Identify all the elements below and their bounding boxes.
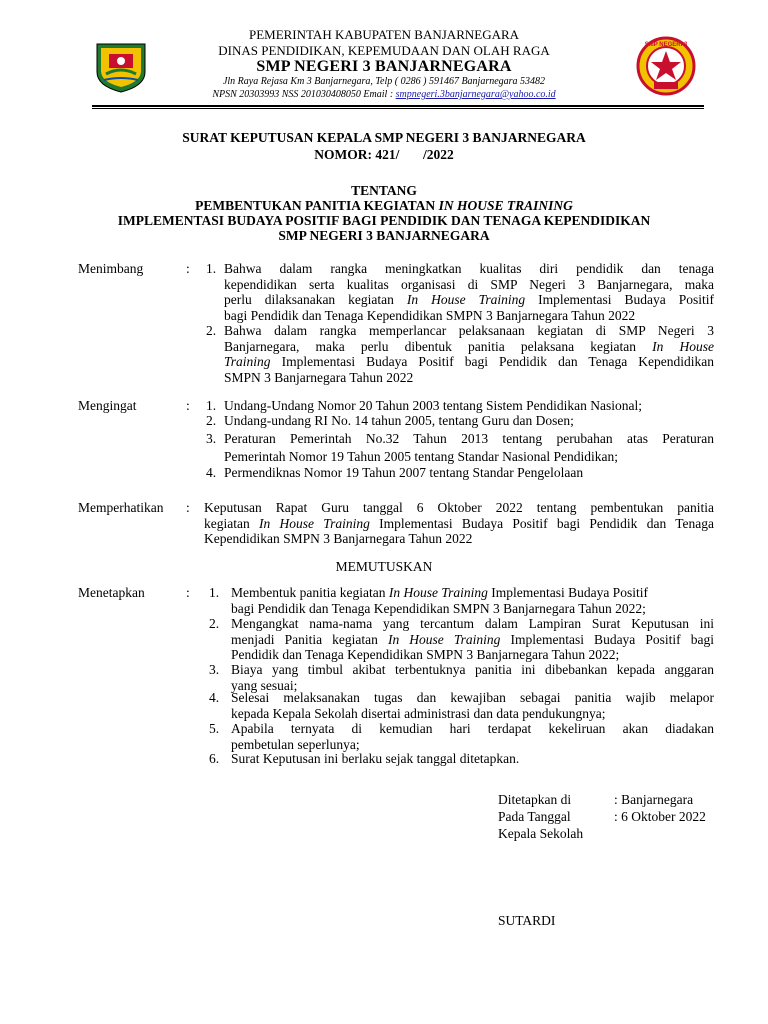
school-address: Jln Raya Rejasa Km 3 Banjarnegara, Telp ( 0286 ) 591467 Banjarnegara 53482	[222, 76, 546, 87]
menetapkan-item-1	[231, 585, 714, 616]
memperhatikan-label: Memperhatikan	[78, 500, 164, 515]
menimbang-2-line-1: Bahwa dalam rangka memperlancar pelaksanaan kegiatan di SMP Negeri 3	[224, 323, 714, 338]
menetapkan-item-4	[231, 690, 714, 721]
menimbang-2-line-4: SMPN 3 Banjarnegara Tahun 2022	[224, 369, 414, 385]
mengingat-num-2: 2.	[206, 413, 217, 428]
text: Implementasi Budaya Positif bagi	[500, 631, 714, 647]
mengingat-label: Mengingat	[78, 398, 137, 413]
text-italic: In House	[652, 338, 714, 354]
decree-number: NOMOR: 421/ /2022	[314, 147, 454, 162]
menetapkan-2-line-2	[231, 632, 714, 648]
memperhatikan-line-2	[204, 516, 714, 532]
signer-name: SUTARDI	[498, 913, 556, 928]
menimbang-label: Menimbang	[78, 261, 144, 276]
menimbang-1-line-1: Bahwa dalam rangka meningkatkan kualitas diri pendidik dan tenaga	[224, 261, 714, 276]
text: kegiatan	[204, 515, 260, 531]
memperhatikan-line-1: Keputusan Rapat Guru tanggal 6 Oktober 2022 tentang pembentukan panitia	[204, 500, 714, 515]
text-italic: In House Training	[259, 515, 370, 531]
menetapkan-colon: :	[186, 585, 190, 600]
agency-line-1: PEMERINTAH KABUPATEN BANJARNEGARA	[248, 27, 520, 42]
menetapkan-num-4: 4.	[209, 690, 220, 705]
tentang-heading: TENTANG	[351, 183, 417, 198]
mengingat-item-1: Undang-Undang Nomor 20 Tahun 2003 tentang Sistem Pendidikan Nasional;	[224, 398, 642, 413]
menetapkan-5-line-1: Apabila ternyata di kemudian hari terdapat kekeliruan akan diadakan	[231, 721, 714, 736]
email-link[interactable]: smpnegeri.3banjarnegara@yahoo.co.id	[395, 89, 556, 100]
text: Implementasi Budaya Positif bagi Pendidik dan Tenaga Kependidikan	[270, 354, 714, 369]
text: menjadi Panitia kegiatan	[231, 631, 388, 647]
menetapkan-3-line-1: Biaya yang timbul akibat terbentuknya panitia ini dibebankan kepada anggaran	[231, 662, 714, 677]
menetapkan-num-1: 1.	[209, 585, 220, 600]
school-contact	[0, 88, 768, 101]
menetapkan-item-6: Surat Keputusan ini berlaku sejak tanggal ditetapkan.	[231, 751, 520, 766]
text: Implementasi Budaya Positif	[487, 585, 648, 600]
menetapkan-2-line-3: Pendidik dan Tenaga Kependidikan SMPN 3 Banjarnegara Tahun 2022;	[231, 647, 620, 662]
menetapkan-4-line-1: Selesai melaksanakan tugas dan kewajiban sebagai panitia wajib melapor	[231, 690, 714, 705]
menetapkan-num-5: 5.	[209, 721, 220, 736]
text: Membentuk panitia kegiatan	[231, 585, 389, 600]
tanggal-value: : 6 Oktober 2022	[614, 809, 706, 824]
text: Implementasi Budaya Positif	[525, 292, 714, 307]
menetapkan-num-3: 3.	[209, 662, 220, 677]
subject-line-1	[0, 198, 768, 214]
decree-title: SURAT KEPUTUSAN KEPALA SMP NEGERI 3 BANJARNEGARA	[182, 130, 586, 145]
mengingat-item-4: Permendiknas Nomor 19 Tahun 2007 tentang Standar Pengelolaan	[224, 465, 584, 480]
menimbang-item-2	[224, 323, 714, 385]
agency-line-2: DINAS PENDIDIKAN, KEPEMUDAAN DAN OLAH RAGA	[218, 43, 550, 58]
menetapkan-item-2	[231, 616, 714, 663]
menimbang-2-line-3	[224, 354, 714, 370]
memperhatikan-colon: :	[186, 500, 190, 515]
header-divider	[92, 105, 704, 107]
mengingat-item-2: Undang-undang RI No. 14 tahun 2005, tentang Guru dan Dosen;	[224, 413, 574, 428]
memperhatikan-text	[204, 500, 714, 547]
menimbang-1-line-2: kependidikan serta kualitas organisasi di SMP Negeri 3 Banjarnegara, maka	[224, 276, 714, 292]
menimbang-1-line-4: bagi Pendidik dan Tenaga Kependidikan SMPN 3 Banjarnegara Tahun 2022	[224, 307, 636, 323]
text-italic: In House Training	[387, 631, 501, 647]
menetapkan-1-line-1	[231, 585, 714, 601]
subject-line-2: IMPLEMENTASI BUDAYA POSITIF BAGI PENDIDIK DAN TENAGA KEPENDIDIKAN	[117, 213, 651, 228]
text: Implementasi Budaya Positif bagi Pendidik dan Tenaga	[369, 515, 715, 531]
menimbang-num-2: 2.	[206, 323, 217, 338]
menetapkan-item-5	[231, 721, 714, 752]
memutuskan-heading: MEMUTUSKAN	[335, 559, 433, 574]
mengingat-colon: :	[186, 398, 190, 413]
menetapkan-num-6: 6.	[209, 751, 220, 766]
menimbang-2-line-2	[224, 339, 714, 355]
mengingat-num-4: 4.	[206, 465, 217, 480]
text: Banjarnegara, maka perlu dibentuk panitia pelaksana kegiatan	[224, 338, 653, 354]
menetapkan-3-line-2: yang sesuai;	[231, 677, 298, 693]
right-logo-caption: SMP NEGERI 3	[644, 42, 688, 48]
menetapkan-num-2: 2.	[209, 616, 220, 631]
text: perlu dilaksanakan kegiatan	[224, 292, 407, 307]
header-divider-thin	[92, 108, 704, 109]
text-italic: In House Training	[388, 585, 488, 600]
menimbang-colon: :	[186, 261, 190, 276]
ditetapkan-label: Ditetapkan di	[498, 792, 572, 807]
text-italic: Training	[224, 354, 271, 369]
ditetapkan-value: : Banjarnegara	[614, 792, 694, 807]
menetapkan-2-line-1: Mengangkat nama-nama yang tercantum dalam Lampiran Surat Keputusan ini	[231, 616, 714, 631]
signer-title: Kepala Sekolah	[498, 826, 584, 841]
school-name: SMP NEGERI 3 BANJARNEGARA	[256, 58, 512, 75]
memperhatikan-line-3: Kependidikan SMPN 3 Banjarnegara Tahun 2022	[204, 531, 473, 546]
menimbang-item-1	[224, 261, 714, 323]
npsn-text: NPSN 20303993 NSS 201030408050 Email :	[212, 89, 396, 100]
mengingat-num-1: 1.	[206, 398, 217, 413]
text-italic: In House Training	[406, 292, 526, 307]
menetapkan-4-line-2: kepada Kepala Sekolah disertai administrasi dan data pendukungnya;	[231, 705, 606, 721]
subject-line-3: SMP NEGERI 3 BANJARNEGARA	[278, 228, 490, 243]
mengingat-item-3	[224, 431, 714, 464]
tanggal-label: Pada Tanggal	[498, 809, 571, 824]
subject-italic: IN HOUSE TRAINING	[438, 198, 573, 213]
menimbang-num-1: 1.	[206, 261, 217, 276]
menetapkan-label: Menetapkan	[78, 585, 145, 600]
menetapkan-item-3	[231, 662, 714, 693]
subject-text: PEMBENTUKAN PANITIA KEGIATAN	[195, 198, 439, 213]
menetapkan-1-line-2: bagi Pendidik dan Tenaga Kependidikan SMPN 3 Banjarnegara Tahun 2022;	[231, 600, 646, 616]
menimbang-1-line-3	[224, 292, 714, 308]
mengingat-num-3: 3.	[206, 431, 217, 446]
mengingat-3-line-1: Peraturan Pemerintah No.32 Tahun 2013 tentang perubahan atas Peraturan	[224, 431, 714, 446]
mengingat-3-line-2: Pemerintah Nomor 19 Tahun 2005 tentang Standar Nasional Pendidikan;	[224, 448, 618, 464]
menetapkan-5-line-2: pembetulan seperlunya;	[231, 736, 360, 752]
